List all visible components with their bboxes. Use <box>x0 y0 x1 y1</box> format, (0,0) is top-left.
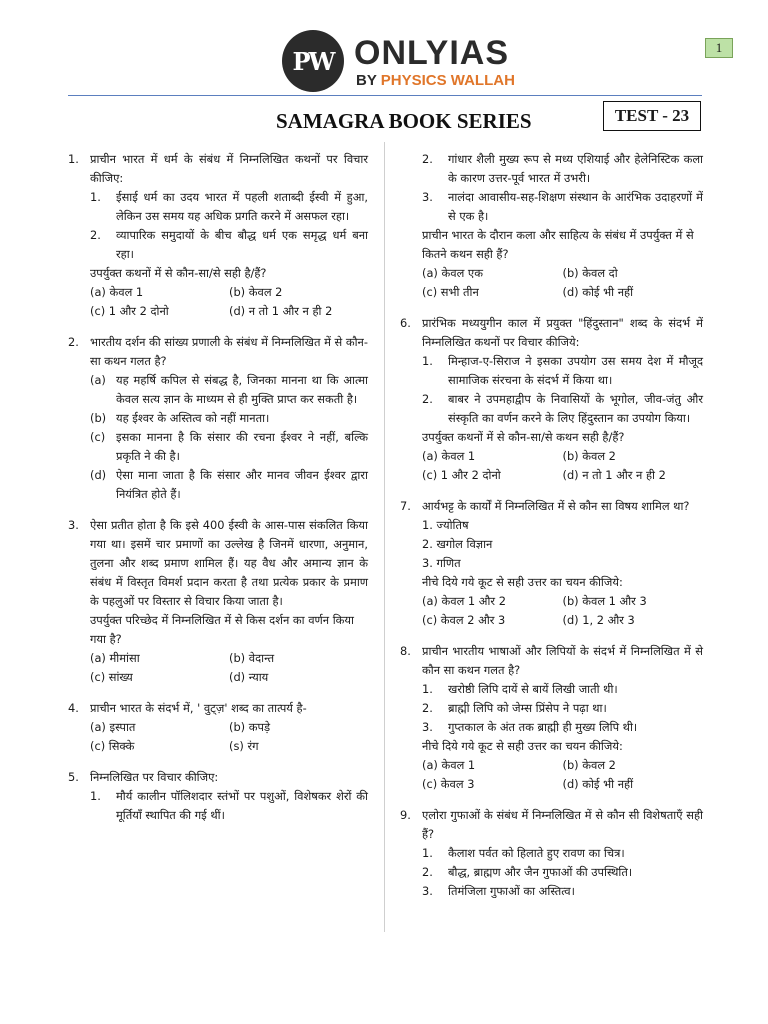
question-block <box>400 642 703 794</box>
answer-option: (d) 1, 2 और 3 <box>562 613 635 627</box>
question-block <box>68 699 368 756</box>
question-stem: उपर्युक्त परिच्छेद में निम्नलिखित में से किस दर्शन का वर्णन किया गया है? <box>90 613 354 646</box>
statement-item <box>90 409 368 428</box>
question-text: एलोरा गुफाओं के संबंध में निम्नलिखित में से कौन सी विशेषताएँ सही हैं? <box>422 808 703 841</box>
statement-number: 1. <box>90 789 101 803</box>
statement-number: 3. <box>422 884 433 898</box>
statement-number: 1. <box>422 354 433 368</box>
question-stem: प्राचीन भारत के दौरान कला और साहित्य के संबंध में उपर्युक्त में से कितने कथन सही हैं? <box>422 228 694 261</box>
question-number: 8. <box>400 644 411 658</box>
statement-text: मिन्हाज-ए-सिराज ने इसका उपयोग उस समय देश में मौजूद सामाजिक संरचना के संदर्भ में किया था। <box>448 354 703 387</box>
statement-list <box>422 516 703 573</box>
statement-text: ब्राह्मी लिपि को जेम्स प्रिंसेप ने पढ़ा था। <box>448 701 607 715</box>
statement-number: (c) <box>90 430 106 444</box>
answer-option: (a) केवल 1 <box>422 758 476 772</box>
answer-option: (b) केवल 2 <box>229 285 283 299</box>
answer-option: (b) केवल 1 और 3 <box>562 594 647 608</box>
statement-item <box>422 188 703 226</box>
question-text: प्राचीन भारतीय भाषाओं और लिपियों के संदर्भ में निम्नलिखित में से कौन सा कथन गलत है? <box>422 644 703 677</box>
statement-list <box>422 352 703 428</box>
right-column <box>400 150 703 913</box>
statement-text: 2. खगोल विज्ञान <box>422 537 493 551</box>
statement-item <box>422 863 703 882</box>
statement-number: 3. <box>422 190 433 204</box>
statement-text: नालंदा आवासीय-सह-शिक्षण संस्थान के आरंभिक उदाहरणों में से एक है। <box>448 190 703 223</box>
statement-text: व्यापारिक समुदायों के बीच बौद्ध धर्म एक समृद्ध धर्म बना रहा। <box>116 228 368 261</box>
answer-option: (c) सांख्य <box>90 670 133 684</box>
statement-text: खरोष्ठी लिपि दायें से बायें लिखी जाती थी। <box>448 682 618 696</box>
question-head <box>68 150 368 188</box>
question-head <box>400 497 703 516</box>
question-block <box>400 314 703 485</box>
header-divider <box>68 95 702 96</box>
page-title: SAMAGRA BOOK SERIES <box>276 109 532 133</box>
statement-text: तिमंजिला गुफाओं का अस्तित्व। <box>448 884 575 898</box>
statement-text: 3. गणित <box>422 556 461 570</box>
statement-item <box>90 787 368 825</box>
statement-text: गुप्तकाल के अंत तक ब्राह्मी ही मुख्य लिपि थी। <box>448 720 638 734</box>
question-number: 9. <box>400 808 411 822</box>
answer-option: (a) केवल 1 और 2 <box>422 594 506 608</box>
statement-text: ऐसा माना जाता है कि संसार और मानव जीवन ईश्वर द्वारा नियंत्रित होते हैं। <box>116 468 368 501</box>
question-head <box>400 642 703 680</box>
statement-list <box>422 844 703 901</box>
statement-item <box>422 718 703 737</box>
statement-number: 2. <box>422 392 433 406</box>
statement-number: 1. <box>422 682 433 696</box>
statement-number: (d) <box>90 468 107 482</box>
answer-options <box>422 592 703 630</box>
statement-text: बाबर ने उपमहाद्वीप के निवासियों के भूगोल, जीव-जंतु और संस्कृति का वर्णन करने के लिए हिंदुस्तान का उपयोग किया। <box>448 392 703 425</box>
question-number: 4. <box>68 701 79 715</box>
answer-option: (a) केवल 1 <box>422 449 476 463</box>
left-column <box>68 150 368 837</box>
answer-option: (d) न तो 1 और न ही 2 <box>562 468 666 482</box>
statement-list <box>90 787 368 825</box>
answer-options <box>422 264 703 302</box>
question-block <box>68 333 368 504</box>
answer-option: (d) न तो 1 और न ही 2 <box>229 304 333 318</box>
statement-item <box>90 466 368 504</box>
statement-list <box>422 150 703 226</box>
answer-option: (c) केवल 3 <box>422 777 475 791</box>
question-text: प्रारंभिक मध्ययुगीन काल में प्रयुक्त "हिंदुस्तान" शब्द के संदर्भ में निम्नलिखित कथनों पर विचार कीजिये: <box>422 316 703 349</box>
statement-item <box>422 516 703 535</box>
statement-text: इसका मानना है कि संसार की रचना ईश्वर ने नहीं, बल्कि प्रकृति ने की है। <box>116 430 368 463</box>
answer-option: (c) सिक्के <box>90 739 135 753</box>
statement-item <box>422 699 703 718</box>
answer-option: (c) 1 और 2 दोनो <box>422 468 501 482</box>
statement-text: ईसाई धर्म का उदय भारत में पहली शताब्दी ईस्वी में हुआ, लेकिन उस समय यह अधिक प्रगति करने में असफल रहा। <box>116 190 368 223</box>
question-head <box>68 768 368 787</box>
question-number: 1. <box>68 152 79 166</box>
statement-list <box>90 371 368 504</box>
question-block <box>68 150 368 321</box>
question-number: 6. <box>400 316 411 330</box>
question-stem: उपर्युक्त कथनों में से कौन-सा/से सही है/हैं? <box>90 266 267 280</box>
question-text: ऐसा प्रतीत होता है कि इसे 400 ईस्वी के आस-पास संकलित किया गया था। इसमें चार प्रमाणों का उल्लेख है जिनमें धारणा, अनुमान, तुलना और शब्द प्रमाण शामिल हैं। यह वैध और अमान्य ज्ञान के संबंध में विस्तृत विमर्श प्रदान करता है तथा प्रत्येक प्रकार के प्रमाण के पहलुओं पर विस्तार से विचार किया जाता है। <box>90 518 368 608</box>
statement-item <box>422 390 703 428</box>
statement-text: कैलाश पर्वत को हिलाते हुए रावण का चित्र। <box>448 846 625 860</box>
question-head <box>68 516 368 611</box>
question-head <box>400 314 703 352</box>
question-head <box>68 699 368 718</box>
statement-number: 2. <box>90 228 101 242</box>
statement-text: यह महर्षि कपिल से संबद्ध है, जिनका मानना था कि आत्मा केवल सत्य ज्ञान के माध्यम से ही मुक्ति प्राप्त कर सकती है। <box>116 373 368 406</box>
statement-number: 2. <box>422 701 433 715</box>
question-text: प्राचीन भारत के संदर्भ में, ' वुट्ज़' शब्द का तात्पर्य है- <box>90 701 307 715</box>
statement-item <box>422 352 703 390</box>
statement-item <box>422 844 703 863</box>
statement-list <box>90 188 368 264</box>
statement-number: (a) <box>90 373 106 387</box>
question-number: 3. <box>68 518 79 532</box>
statement-list <box>422 680 703 737</box>
statement-number: 2. <box>422 152 433 166</box>
answer-options <box>422 447 703 485</box>
answer-option: (c) 1 और 2 दोनो <box>90 304 169 318</box>
answer-options <box>90 718 368 756</box>
question-stem: नीचे दिये गये कूट से सही उत्तर का चयन कीजिये: <box>422 575 623 589</box>
statement-item <box>422 882 703 901</box>
answer-option: (s) रंग <box>229 739 259 753</box>
statement-item <box>90 428 368 466</box>
answer-options <box>90 649 368 687</box>
question-block <box>400 497 703 630</box>
answer-option: (d) न्याय <box>229 670 269 684</box>
statement-text: 1. ज्योतिष <box>422 518 469 532</box>
question-number: 7. <box>400 499 411 513</box>
statement-item <box>422 150 703 188</box>
answer-option: (b) केवल 2 <box>562 449 616 463</box>
brand-name: ONLYIAS <box>354 34 510 72</box>
question-block <box>400 806 703 901</box>
question-block <box>68 516 368 687</box>
pw-logo: PW <box>282 30 344 92</box>
answer-option: (b) वेदान्त <box>229 651 275 665</box>
answer-option: (b) कपड़े <box>229 720 271 734</box>
answer-option: (d) कोई भी नहीं <box>562 777 634 791</box>
statement-number: 1. <box>90 190 101 204</box>
question-head <box>68 333 368 371</box>
answer-option: (c) सभी तीन <box>422 285 479 299</box>
statement-item <box>422 535 703 554</box>
answer-option: (d) कोई भी नहीं <box>562 285 634 299</box>
question-text: आर्यभट्ट के कार्यों में निम्नलिखित में से कौन सा विषय शामिल था? <box>422 499 690 513</box>
question-number: 5. <box>68 770 79 784</box>
column-divider <box>384 142 385 932</box>
question-text: प्राचीन भारत में धर्म के संबंध में निम्नलिखित कथनों पर विचार कीजिए: <box>90 152 368 185</box>
answer-option: (a) इस्पात <box>90 720 136 734</box>
statement-number: (b) <box>90 411 107 425</box>
statement-text: यह ईश्वर के अस्तित्व को नहीं मानता। <box>116 411 270 425</box>
statement-text: बौद्ध, ब्राह्मण और जैन गुफाओं की उपस्थिति। <box>448 865 633 879</box>
question-number: 2. <box>68 335 79 349</box>
page-header <box>0 0 768 133</box>
answer-option: (a) केवल 1 <box>90 285 144 299</box>
answer-option: (a) केवल एक <box>422 266 483 280</box>
statement-item <box>90 188 368 226</box>
question-stem: उपर्युक्त कथनों में से कौन-सा/से कथन सही है/हैं? <box>422 430 625 444</box>
statement-number: 1. <box>422 846 433 860</box>
brand-subtitle: BY PHYSICS WALLAH <box>356 72 515 89</box>
question-text: निम्नलिखित पर विचार कीजिए: <box>90 770 219 784</box>
question-block <box>68 768 368 825</box>
answer-option: (b) केवल 2 <box>562 758 616 772</box>
statement-number: 2. <box>422 865 433 879</box>
statement-item <box>422 680 703 699</box>
test-label: TEST - 23 <box>603 101 701 131</box>
page-number: 1 <box>705 38 733 58</box>
answer-option: (b) केवल दो <box>562 266 618 280</box>
question-stem: नीचे दिये गये कूट से सही उत्तर का चयन कीजिये: <box>422 739 623 753</box>
statement-item <box>422 554 703 573</box>
statement-text: मौर्य कालीन पॉलिशदार स्तंभों पर पशुओं, विशेषकर शेरों की मूर्तियाँ स्थापित की गई थीं। <box>116 789 368 822</box>
question-block <box>400 150 703 302</box>
statement-text: गांधार शैली मुख्य रूप से मध्य एशियाई और हेलेनिस्टिक कला के कारण उत्तर-पूर्व भारत में उभरी। <box>448 152 703 185</box>
statement-number: 3. <box>422 720 433 734</box>
answer-options <box>90 283 368 321</box>
answer-option: (c) केवल 2 और 3 <box>422 613 506 627</box>
question-head <box>400 806 703 844</box>
statement-item <box>90 226 368 264</box>
statement-item <box>90 371 368 409</box>
question-text: भारतीय दर्शन की सांख्य प्रणाली के संबंध में निम्नलिखित में से कौन-सा कथन गलत है? <box>90 335 368 368</box>
answer-options <box>422 756 703 794</box>
answer-option: (a) मीमांसा <box>90 651 140 665</box>
